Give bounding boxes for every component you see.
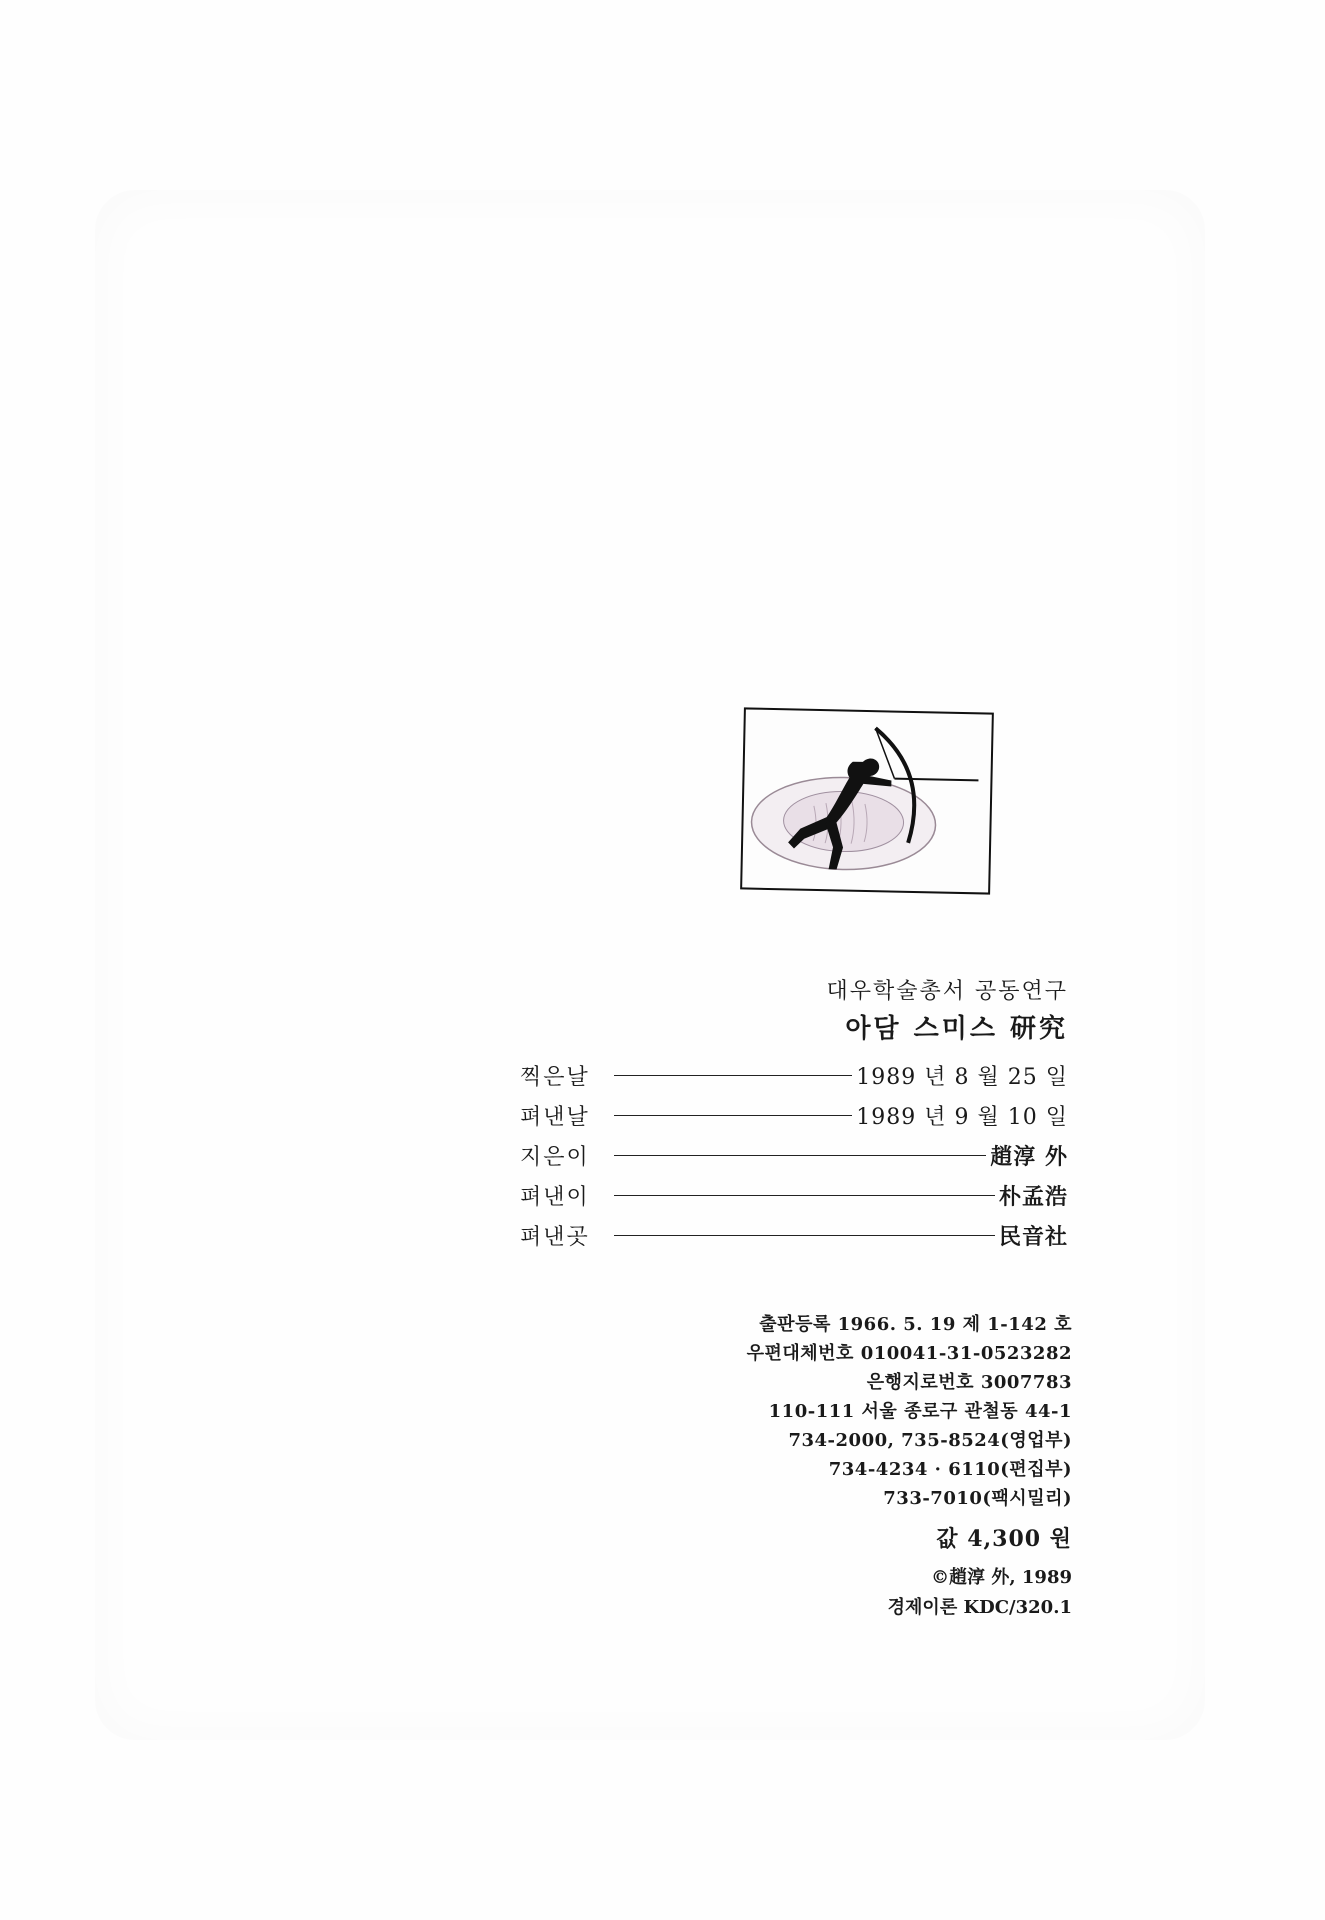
book-title: 아담 스미스 研究 [845,1014,1068,1044]
leader-line [614,1075,852,1076]
price: 값 4,300 원 [936,1526,1072,1552]
info-label: 펴낸곳 [520,1224,590,1250]
info-value: 趙淳 外 [990,1143,1068,1170]
phone-editorial-line: 734-4234 · 6110(편집부) [828,1459,1072,1480]
info-label: 지은이 [520,1144,590,1170]
info-row-published [520,1095,1068,1135]
leader-line [614,1195,995,1196]
bank-giro-line: 은행지로번호 3007783 [866,1372,1072,1393]
info-row-publisher [520,1175,1068,1215]
phone-sales-line: 734-2000, 735-8524(영업부) [788,1430,1072,1451]
classification: 경제이론 KDC/320.1 [887,1597,1072,1618]
colophon-block [520,975,1068,1255]
info-value: 1989 년 8 월 25 일 [856,1064,1068,1090]
info-label: 찍은날 [520,1064,590,1090]
info-value: 民音社 [998,1223,1068,1250]
info-row-press [520,1215,1068,1255]
publisher-details [690,1310,1072,1623]
address-line: 110-111 서울 종로구 관철동 44-1 [768,1401,1072,1422]
copyright: ©趙淳 外, 1989 [931,1567,1072,1588]
info-row-printed [520,1055,1068,1095]
info-value: 朴孟浩 [998,1183,1068,1210]
leader-line [614,1155,986,1156]
series-name: 대우학술총서 공동연구 [826,979,1068,1004]
fax-line: 733-7010(팩시밀리) [883,1488,1072,1509]
info-label: 펴낸날 [520,1104,590,1130]
postal-transfer-line: 우편대체번호 010041-31-0523282 [746,1343,1072,1364]
info-row-author [520,1135,1068,1175]
info-label: 펴낸이 [520,1184,590,1210]
info-value: 1989 년 9 월 10 일 [856,1104,1068,1130]
leader-line [614,1115,852,1116]
archer-emblem-icon [742,709,992,892]
registration-line: 출판등록 1966. 5. 19 제 1-142 호 [759,1314,1072,1335]
publisher-emblem [740,707,994,894]
leader-line [614,1235,995,1236]
